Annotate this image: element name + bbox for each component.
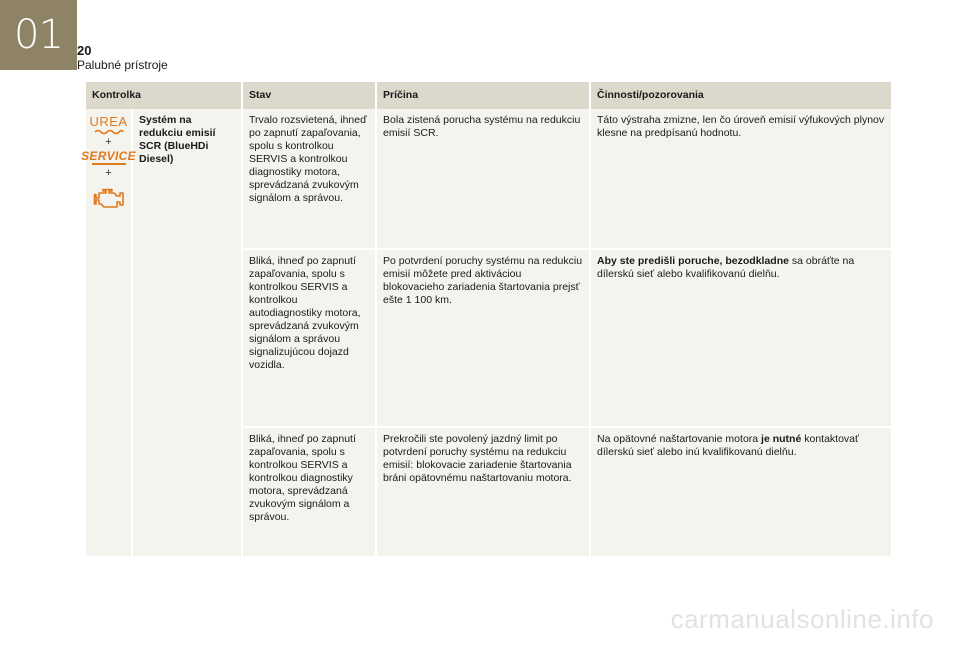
chapter-tab	[0, 0, 77, 70]
stav-cell: Trvalo rozsvietená, ihneď po zapnutí zapaľovania, spolu s kontrolkou SERVIS a kontrolkou diagnostiky motora, sprevádzaná zvukovým signálom a správou.	[242, 109, 376, 249]
cinnosti-text: Na opätovné naštartovanie motora	[597, 433, 762, 445]
plus-sign: +	[105, 136, 112, 148]
cinnosti-text: Táto výstraha zmizne, len čo úroveň emisií výfukových plynov klesne na predpísanú hodnotu.	[597, 114, 885, 139]
engine-icon	[93, 188, 125, 210]
column-header-pricina: Príčina	[376, 82, 590, 109]
table-row	[86, 109, 891, 249]
stav-cell: Bliká, ihneď po zapnutí zapaľovania, spolu s kontrolkou SERVIS a kontrolkou autodiagnostiky motora, sprevádzaná zvukovým signálom a správou signalizujúcou dojazd vozidla.	[242, 249, 376, 427]
service-icon: SERVICE	[81, 149, 136, 163]
stav-cell: Bliká, ihneď po zapnutí zapaľovania, spolu s kontrolkou SERVIS a kontrolkou diagnostiky motora, sprevádzaná zvukovým signálom a správou.	[242, 427, 376, 557]
column-header-stav: Stav	[242, 82, 376, 109]
cinnosti-cell	[590, 249, 891, 427]
pricina-cell: Prekročili ste povolený jazdný limit po potvrdení poruchy systému na redukciu emisií: blokovacie zariadenie štartovania bráni opätovnému naštartovaniu motora.	[376, 427, 590, 557]
cinnosti-text: kontaktovať dílerskú sieť alebo inú kvalifikovanú dielňu.	[597, 433, 859, 458]
column-header-kontrolka: Kontrolka	[86, 82, 242, 109]
section-title: Palubné prístroje	[77, 58, 168, 72]
cinnosti-bold-text: je nutné	[761, 433, 802, 445]
cinnosti-cell	[590, 109, 891, 249]
pricina-cell: Bola zistená porucha systému na redukciu emisií SCR.	[376, 109, 590, 249]
indicator-icons-cell	[81, 109, 136, 557]
watermark: carmanualsonline.info	[670, 604, 934, 634]
system-name: Systém na redukciu emisií SCR (BlueHDi Diesel)	[139, 114, 216, 165]
pricina-cell: Po potvrdení poruchy systému na redukciu emisií môžete pred aktiváciou blokovacieho zariadenia štartovania prejsť ešte 1 100 km.	[376, 249, 590, 427]
plus-sign: +	[105, 167, 112, 179]
cinnosti-cell	[590, 427, 891, 557]
cinnosti-text: sa obráťte na dílerskú sieť alebo kvalifikovanú dielňu.	[597, 255, 855, 280]
cinnosti-bold-text: Aby ste predišli poruche, bezodkladne	[597, 255, 789, 267]
page-number: 20	[77, 43, 92, 58]
urea-icon: UREA	[89, 114, 128, 129]
warning-lights-table	[81, 82, 891, 558]
chapter-number: 01	[14, 12, 63, 58]
system-name-cell	[132, 109, 242, 557]
table-header-row	[86, 82, 891, 109]
column-header-cinnosti: Činnosti/pozorovania	[590, 82, 891, 109]
